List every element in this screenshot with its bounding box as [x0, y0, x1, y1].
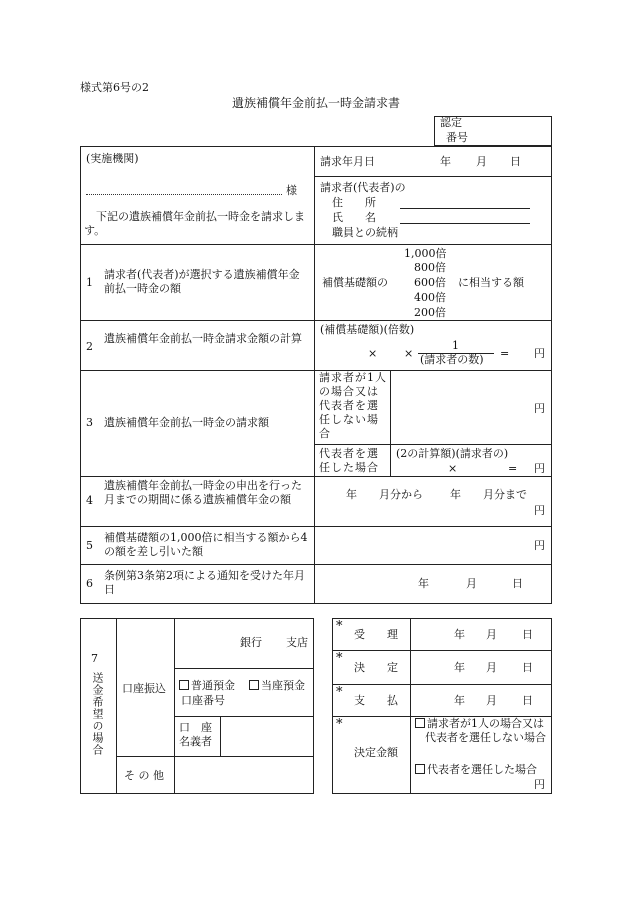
remit-transfer-label: 口座振込 — [122, 682, 166, 695]
opt2-label: 代表者を選任した場合 — [427, 763, 537, 776]
remit-holder: 口 座名義者 — [179, 721, 212, 748]
opt2-checkbox[interactable] — [415, 764, 425, 774]
row3-case2: 代表者を選任した場合 — [319, 447, 379, 474]
row3-times: × — [448, 462, 458, 475]
row3-case1-yen: 円 — [534, 402, 545, 415]
row1-multiple-600: 600倍 — [414, 276, 446, 289]
receipt-month: 月 — [486, 628, 497, 641]
request-year: 年 — [440, 155, 451, 168]
office-opt1[interactable] — [415, 717, 551, 745]
receipt-day: 日 — [522, 628, 533, 641]
row2-numerator: 1 — [452, 339, 459, 352]
row2-denominator: (請求者の数) — [420, 353, 484, 366]
row4-to: 年 月分まで — [450, 488, 527, 501]
row6-text: 条例第3条第2項による通知を受けた年月日 — [104, 569, 305, 596]
claimant-name-field[interactable] — [400, 223, 530, 224]
form-number: 様式第6号の2 — [80, 81, 149, 94]
row1-suffix: に相当する額 — [458, 276, 524, 289]
row3-yen: 円 — [534, 462, 545, 475]
payment-day: 日 — [522, 694, 533, 707]
payment-month: 月 — [486, 694, 497, 707]
row2-num: 2 — [86, 340, 93, 353]
opt1-label: 請求者が1人の場合又は代表者を選任しない場合 — [425, 717, 546, 744]
row1-multiple-800: 800倍 — [414, 261, 446, 274]
cert-label-2: 番号 — [446, 131, 468, 144]
current-checkbox[interactable] — [249, 680, 259, 690]
remit-branch: 支店 — [286, 636, 308, 649]
row5-num: 5 — [86, 539, 93, 552]
page-title: 遺族補償年金前払一時金請求書 — [232, 96, 401, 110]
row2-equals: = — [500, 347, 510, 360]
office-opt2[interactable] — [415, 763, 537, 777]
agency-field[interactable] — [86, 194, 282, 195]
request-day: 日 — [510, 155, 521, 168]
claimant-label: 請求者(代表者)の — [320, 181, 406, 194]
claimant-name-label: 氏 名 — [332, 211, 376, 224]
row6-day: 日 — [512, 577, 523, 590]
office-decision: 決 定 — [354, 661, 398, 674]
row4-num: 4 — [86, 494, 93, 507]
row1-multiple-1000: 1,000倍 — [404, 247, 447, 260]
decision-day: 日 — [522, 661, 533, 674]
current-label: 当座預金 — [261, 679, 305, 692]
remit-account-no: 口座番号 — [181, 694, 225, 707]
decision-year: 年 — [454, 661, 465, 674]
decision-month: 月 — [486, 661, 497, 674]
opt1-checkbox[interactable] — [415, 718, 425, 728]
office-star-4: * — [336, 717, 343, 732]
row2-times-1: × — [368, 347, 378, 360]
office-star-2: * — [336, 651, 343, 666]
claimant-relation-label: 職員との続柄 — [332, 226, 398, 239]
payment-year: 年 — [454, 694, 465, 707]
row6-num: 6 — [86, 577, 93, 590]
office-payment: 支 払 — [354, 694, 398, 707]
cert-label-1: 認定 — [440, 116, 462, 129]
ordinary-checkbox[interactable] — [179, 680, 189, 690]
office-star-1: * — [336, 619, 343, 634]
claimant-address-field[interactable] — [400, 208, 530, 209]
row4-from: 年 月分から — [346, 488, 423, 501]
row3-num: 3 — [86, 416, 93, 429]
office-yen: 円 — [534, 778, 545, 791]
row6-month: 月 — [466, 577, 477, 590]
row4-text: 遺族補償年金前払一時金の申出を行った月までの期間に係る遺族補償年金の額 — [104, 479, 302, 506]
ordinary-label: 普通預金 — [191, 679, 235, 692]
receipt-year: 年 — [454, 628, 465, 641]
request-month: 月 — [476, 155, 487, 168]
office-receipt: 受 理 — [354, 628, 398, 641]
remit-bank: 銀行 — [240, 636, 262, 649]
row1-text: 請求者(代表者)が選択する遺族補償年金前払一時金の額 — [104, 268, 300, 295]
row2-header: (補償基礎額)(倍数) — [320, 323, 415, 336]
row2-text: 遺族補償年金前払一時金請求金額の計算 — [104, 332, 302, 345]
row1-multiple-400: 400倍 — [414, 291, 446, 304]
row5-yen: 円 — [534, 539, 545, 552]
request-text: 下記の遺族補償年金前払一時金を請求します。 — [84, 210, 305, 237]
remit-label: 送金希望の場合 — [91, 672, 104, 756]
row3-text: 遺族補償年金前払一時金の請求額 — [104, 416, 269, 429]
row6-year: 年 — [418, 577, 429, 590]
row1-base: 補償基礎額の — [322, 276, 388, 289]
remit-current[interactable] — [249, 679, 305, 693]
row1-num: 1 — [86, 276, 93, 289]
office-amount: 決定金額 — [354, 746, 398, 759]
office-star-3: * — [336, 685, 343, 700]
agency-label: (実施機関) — [86, 152, 139, 165]
claimant-address-label: 住 所 — [332, 196, 376, 209]
remit-ordinary[interactable] — [179, 679, 235, 693]
row2-times-2: × — [404, 347, 414, 360]
remit-num: 7 — [91, 652, 98, 665]
row2-yen: 円 — [534, 347, 545, 360]
row3-case1: 請求者が1人の場合又は代表者を選任しない場合 — [319, 371, 387, 440]
row3-calc-header: (2の計算額)(請求者の) — [396, 447, 509, 460]
request-date-label: 請求年月日 — [320, 155, 375, 168]
row1-multiple-200: 200倍 — [414, 306, 446, 319]
row4-yen: 円 — [534, 504, 545, 517]
row3-equals: = — [508, 462, 518, 475]
remit-other: そ の 他 — [124, 769, 164, 782]
sama-label: 様 — [286, 184, 297, 197]
row5-text: 補償基礎額の1,000倍に相当する額から4の額を差し引いた額 — [104, 531, 308, 558]
